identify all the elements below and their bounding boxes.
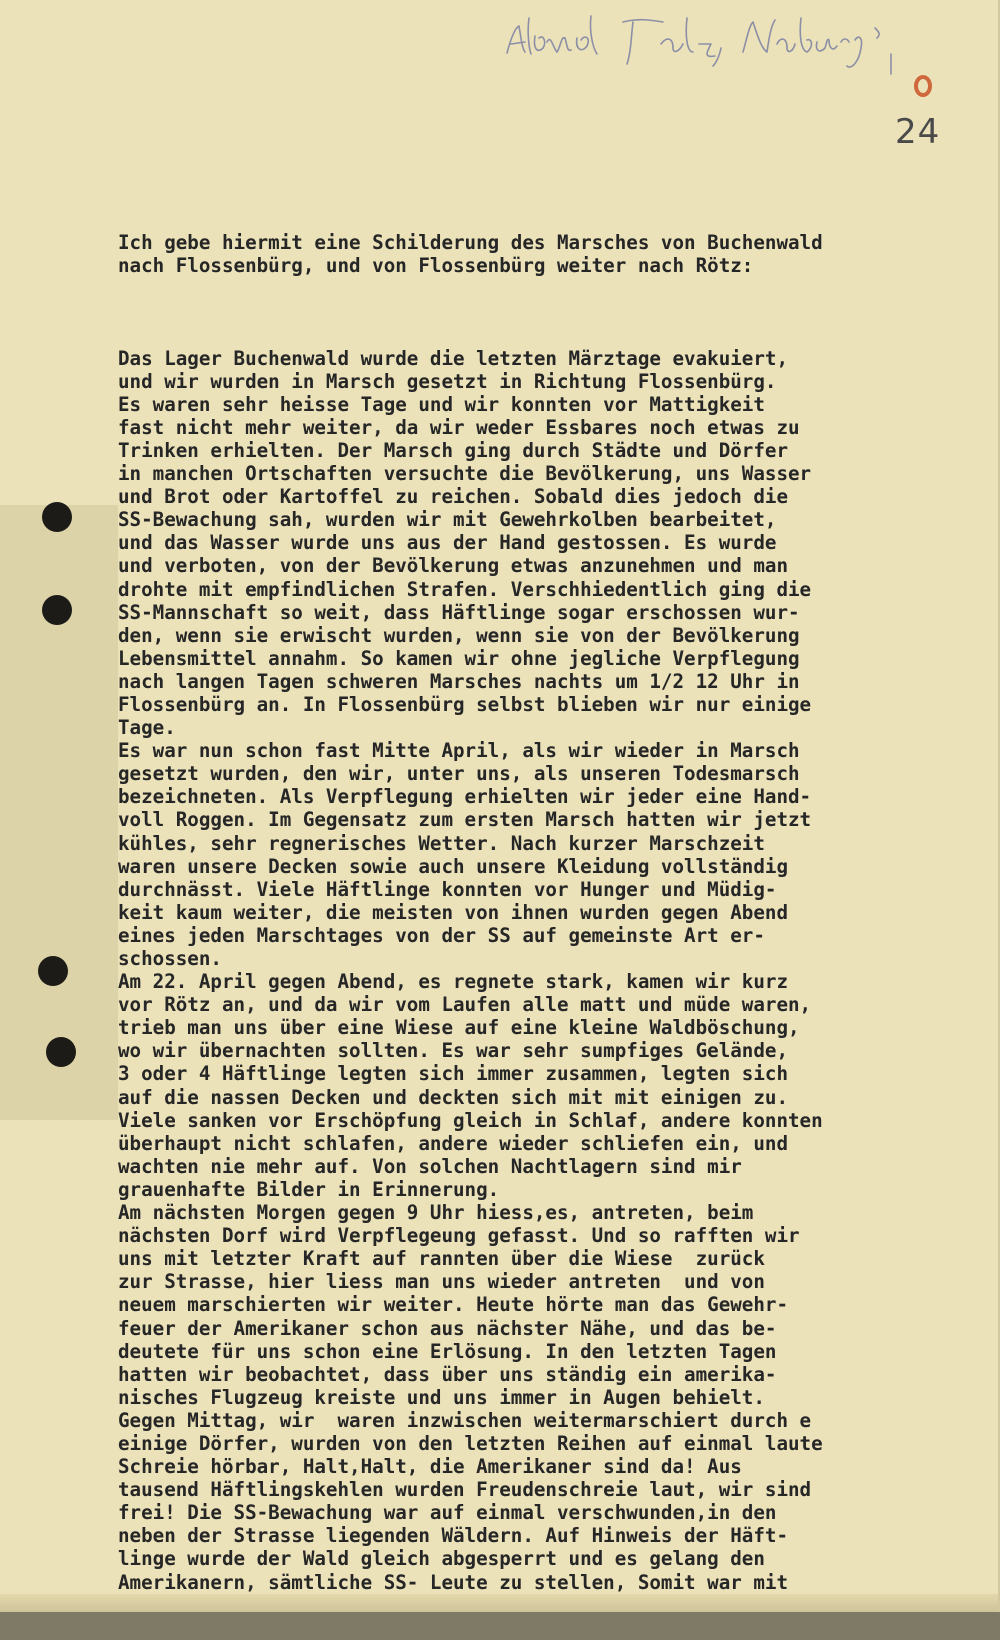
punch-hole bbox=[46, 1037, 76, 1067]
text-line: SS-Mannschaft so weit, dass Häftlinge sogar erschossen wur- bbox=[118, 600, 800, 624]
text-line: und das Wasser wurde uns aus der Hand gestossen. Es wurde bbox=[118, 531, 777, 555]
text-line: tausend Häftlingskehlen wurden Freudenschreie laut, wir sind bbox=[118, 1478, 812, 1502]
punch-hole bbox=[42, 502, 72, 532]
text-line: Es waren sehr heisse Tage und wir konnten vor Mattigkeit bbox=[118, 392, 765, 416]
text-line: bezeichneten. Als Verpflegung erhielten wir jeder eine Hand- bbox=[118, 785, 812, 809]
text-line: Trinken erhielten. Der Marsch ging durch Städte und Dörfer bbox=[118, 438, 789, 462]
text-line: Tage. bbox=[118, 716, 176, 740]
text-line: Das Lager Buchenwald wurde die letzten Märztage evakuiert, bbox=[118, 346, 789, 370]
account-paragraphs bbox=[118, 347, 956, 1594]
text-line: 3 oder 4 Häftlinge legten sich immer zusammen, legten sich bbox=[118, 1062, 789, 1086]
handwritten-signature bbox=[503, 8, 893, 78]
text-line: hatten wir beobachtet, dass über uns ständig ein amerika- bbox=[118, 1362, 777, 1386]
text-line: Es war nun schon fast Mitte April, als wir wieder in Marsch bbox=[118, 739, 800, 763]
text-line: zur Strasse, hier liess man uns wieder antreten und von bbox=[118, 1270, 765, 1294]
text-line: neuem marschierten wir weiter. Heute hörte man das Gewehr- bbox=[118, 1293, 789, 1317]
text-line: linge wurde der Wald gleich abgesperrt und es gelang den bbox=[118, 1547, 765, 1571]
text-line: Ich gebe hiermit eine Schilderung des Marsches von Buchenwald bbox=[118, 231, 823, 255]
text-line: Amerikanern, sämtliche SS- Leute zu stellen, Somit war mit bbox=[118, 1570, 789, 1594]
text-line: nach Flossenbürg, und von Flossenbürg weiter nach Rötz: bbox=[118, 254, 754, 278]
text-line: deutete für uns schon eine Erlösung. In den letzten Tagen bbox=[118, 1339, 777, 1363]
text-line: uns mit letzter Kraft auf rannten über die Wiese zurück bbox=[118, 1247, 765, 1271]
text-line: und verboten, von der Bevölkerung etwas anzunehmen und man bbox=[118, 554, 789, 578]
red-ink-mark bbox=[912, 74, 934, 98]
text-line: nächsten Dorf wird Verpflegeung gefasst. Und so rafften wir bbox=[118, 1224, 800, 1248]
text-line: und Brot oder Kartoffel zu reichen. Sobald dies jedoch die bbox=[118, 485, 789, 509]
text-line: neben der Strasse liegenden Wäldern. Auf Hinweis der Häft- bbox=[118, 1524, 789, 1548]
text-line: vor Rötz an, und da wir vom Laufen alle matt und müde waren, bbox=[118, 993, 812, 1017]
text-line: wachten nie mehr auf. Von solchen Nachtlagern sind mir bbox=[118, 1154, 742, 1178]
text-line: trieb man uns über eine Wiese auf eine kleine Waldböschung, bbox=[118, 1016, 800, 1040]
text-line: gesetzt wurden, den wir, unter uns, als unseren Todesmarsch bbox=[118, 762, 800, 786]
text-line: Flossenbürg an. In Flossenbürg selbst blieben wir nur einige bbox=[118, 692, 812, 716]
punch-hole bbox=[42, 595, 72, 625]
text-line: grauenhafte Bilder in Erinnerung. bbox=[118, 1177, 500, 1201]
text-line: durchnässt. Viele Häftlinge konnten vor Hunger und Müdig- bbox=[118, 877, 777, 901]
text-line: feuer der Amerikaner schon aus nächster Nähe, und das be- bbox=[118, 1316, 777, 1340]
text-line: den, wenn sie erwischt wurden, wenn sie von der Bevölkerung bbox=[118, 623, 800, 647]
text-line: keit kaum weiter, die meisten von ihnen wurden gegen Abend bbox=[118, 900, 789, 924]
text-line: und wir wurden in Marsch gesetzt in Richtung Flossenbürg. bbox=[118, 369, 777, 393]
text-line: überhaupt nicht schlafen, andere wieder schliefen ein, und bbox=[118, 1131, 789, 1155]
text-line: wo wir übernachten sollten. Es war sehr sumpfiges Gelände, bbox=[118, 1039, 789, 1063]
text-line: Schreie hörbar, Halt,Halt, die Amerikaner sind da! Aus bbox=[118, 1455, 742, 1479]
punch-hole bbox=[38, 956, 68, 986]
text-line: Viele sanken vor Erschöpfung gleich in Schlaf, andere konnten bbox=[118, 1108, 823, 1132]
text-line: drohte mit empfindlichen Strafen. Verschhiedentlich ging die bbox=[118, 577, 812, 601]
text-line: Am 22. April gegen Abend, es regnete stark, kamen wir kurz bbox=[118, 970, 789, 994]
text-line: SS-Bewachung sah, wurden wir mit Gewehrkolben bearbeitet, bbox=[118, 508, 777, 532]
text-line: kühles, sehr regnerisches Wetter. Nach kurzer Marschzeit bbox=[118, 831, 765, 855]
text-line: schossen. bbox=[118, 947, 222, 970]
page-number: 24 bbox=[895, 112, 941, 152]
text-line: nisches Flugzeug kreiste und uns immer in Augen behielt. bbox=[118, 1385, 765, 1409]
text-line: fast nicht mehr weiter, da wir weder Essbares noch etwas zu bbox=[118, 415, 800, 439]
text-line: waren unsere Decken sowie auch unsere Kleidung vollständig bbox=[118, 854, 789, 878]
text-line: Lebensmittel annahm. So kamen wir ohne jegliche Verpflegung bbox=[118, 646, 800, 670]
typed-text-body bbox=[118, 185, 956, 1640]
text-line: in manchen Ortschaften versuchte die Bevölkerung, uns Wasser bbox=[118, 462, 812, 486]
text-line: auf die nassen Decken und deckten sich mit mit einigen zu. bbox=[118, 1085, 789, 1109]
text-line: Am nächsten Morgen gegen 9 Uhr hiess,es, antreten, beim bbox=[118, 1201, 754, 1225]
text-line: einige Dörfer, wurden von den letzten Reihen auf einmal laute bbox=[118, 1431, 823, 1455]
intro-paragraph bbox=[118, 231, 956, 277]
text-line: nach langen Tagen schweren Marsches nachts um 1/2 12 Uhr in bbox=[118, 669, 800, 693]
text-line: Gegen Mittag, wir waren inzwischen weitermarschiert durch e bbox=[118, 1408, 812, 1432]
text-line: voll Roggen. Im Gegensatz zum ersten Marsch hatten wir jetzt bbox=[118, 808, 812, 832]
text-line: eines jeden Marschtages von der SS auf gemeinste Art er- bbox=[118, 923, 765, 947]
text-line: frei! Die SS-Bewachung war auf einmal verschwunden,in den bbox=[118, 1501, 777, 1525]
